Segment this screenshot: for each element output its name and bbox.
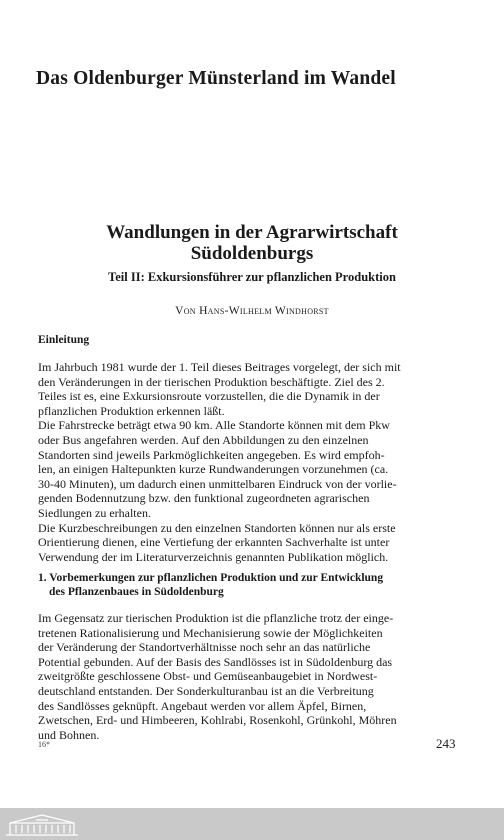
- text-line: des Sandlösses geknüpft. Angebaut werden vor allem Äpfel, Birnen,: [38, 698, 367, 713]
- article-title-line-2: Südoldenburgs: [190, 243, 314, 264]
- article-subtitle: Teil II: Exkursionsführer zur pflanzlichen Produktion: [108, 270, 396, 284]
- text-line: Im Gegensatz zur tierischen Produktion ist die pflanzliche trotz der einge-: [38, 611, 394, 625]
- text-line: den Veränderungen in der tierischen Produktion beschäftigte. Ziel des 2.: [38, 374, 385, 389]
- text-line: Teiles ist es, eine Exkursionsroute vorzustellen, die die Dynamik in der: [38, 389, 380, 404]
- text-line: oder Bus angefahren werden. Auf den Abbildungen zu den einzelnen: [38, 432, 369, 447]
- author-prefix: Von: [175, 305, 196, 317]
- text-line: pflanzlichen Produktion erkennen läßt.: [38, 403, 225, 418]
- text-line: deutschland entstanden. Der Sonderkulturanbau ist an die Verbreitung: [38, 683, 374, 698]
- section-1-paragraph: [38, 611, 454, 742]
- author-line: [0, 305, 504, 317]
- text-line: zweitgrößte geschlossene Obst- und Gemüseanbaugebiet in Nordwest-: [38, 669, 378, 684]
- text-line: Siedlungen zu erhalten.: [38, 505, 151, 520]
- text-line: 30-40 Minuten), um dadurch einen unmittelbaren Eindruck von der vorlie-: [38, 476, 397, 491]
- intro-paragraph: [38, 360, 454, 564]
- text-line: Die Fahrstrecke beträgt etwa 90 km. Alle Standorte können mit dem Pkw: [38, 418, 390, 433]
- series-title: Das Oldenburger Münsterland im Wandel: [36, 68, 396, 89]
- article-title: [0, 222, 504, 264]
- signature-mark: 16*: [38, 740, 50, 749]
- text-line: len, an einigen Haltepunkten kurze Rundwanderungen vorzunehmen (ca.: [38, 462, 389, 477]
- text-line: Die Kurzbeschreibungen zu den einzelnen Standorten können nur als erste: [38, 520, 396, 535]
- author-name: Hans-Wilhelm Windhorst: [199, 305, 329, 317]
- text-line: Im Jahrbuch 1981 wurde der 1. Teil dieses Beitrages vorgelegt, der sich mit: [38, 360, 401, 374]
- section-1-heading-line-2: des Pflanzenbaues in Südoldenburg: [49, 586, 224, 598]
- text-line: tretenen Rationalisierung und Mechanisierung sowie der Möglichkeiten: [38, 625, 383, 640]
- text-line: der Veränderung der Standortverhältnisse noch sehr an das natürliche: [38, 640, 371, 655]
- page-number: 243: [436, 736, 456, 751]
- section-1-heading-line-1: 1. Vorbemerkungen zur pflanzlichen Produktion und zur Entwicklung: [38, 572, 384, 584]
- intro-heading: Einleitung: [38, 334, 90, 346]
- text-line: und Bohnen.: [38, 727, 100, 742]
- text-line: Orientierung dienen, eine Vertiefung der erkannten Sachverhalte ist unter: [38, 535, 390, 550]
- text-line: Potential gebunden. Auf der Basis des Sandlösses ist in Südoldenburg das: [38, 654, 393, 669]
- text-line: genden Bodennutzung bzw. den funktional zugeordneten agrarischen: [38, 491, 370, 506]
- section-1-heading: [38, 571, 383, 599]
- text-line: Verwendung der im Literaturverzeichnis genannten Publikation möglich.: [38, 549, 389, 564]
- library-building-logo: [4, 811, 80, 837]
- article-title-line-1: Wandlungen in der Agrarwirtschaft: [106, 222, 398, 243]
- text-line: Standorten sind jeweils Parkmöglichkeiten angegeben. Es wird empfoh-: [38, 447, 385, 462]
- text-line: Zwetschen, Erd- und Himbeeren, Kohlrabi, Rosenkohl, Grünkohl, Möhren: [38, 713, 397, 728]
